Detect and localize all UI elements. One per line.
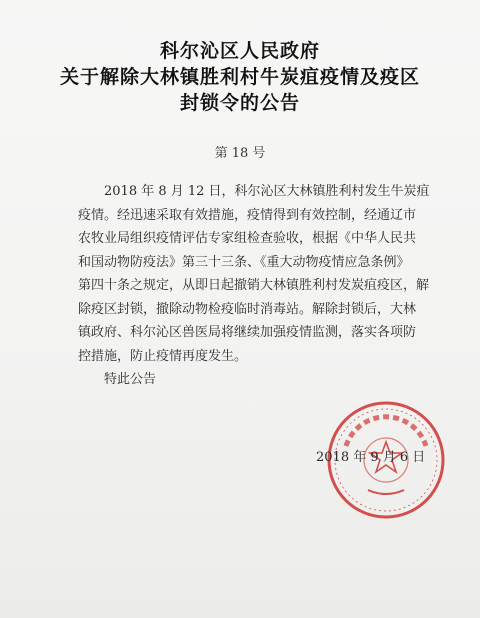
body-line: 除疫区封锁，撤除动物检疫临时消毒站。解除封锁后，大林	[78, 301, 417, 317]
title-line-1: 科尔沁区人民政府	[159, 40, 320, 62]
body-line: 第四十条之规定，从即日起撤销大林镇胜利村发炭疽疫区，解	[78, 278, 430, 293]
title-line-3: 封锁令的公告	[179, 92, 300, 114]
body-line: 2018 年 8 月 12 日，科尔沁区大林镇胜利村发生牛炭疽	[104, 184, 430, 199]
body-line: 控措施，防止疫情再度发生。	[78, 348, 248, 364]
closing-text: 特此公告	[104, 372, 157, 387]
body-line: 镇政府、科尔沁区兽医局将继续加强疫情监测，落实各项防	[78, 325, 417, 340]
announcement-body	[78, 180, 430, 392]
body-line: 疫情。经迅速采取有效措施，疫情得到有效控制，经通辽市	[78, 207, 417, 223]
body-line: 和国动物防疫法》第三十三条、《重大动物疫情应急条例》	[78, 254, 410, 270]
announcement-date: 2018 年 9 月 6 日	[316, 450, 426, 465]
document-title	[0, 38, 480, 116]
document-number: 第 18 号	[214, 146, 266, 161]
title-line-2: 关于解除大林镇胜利村牛炭疽疫情及疫区	[59, 66, 420, 88]
body-line: 农牧业局组织疫情评估专家组检查验收，根据《中华人民共	[78, 231, 417, 246]
